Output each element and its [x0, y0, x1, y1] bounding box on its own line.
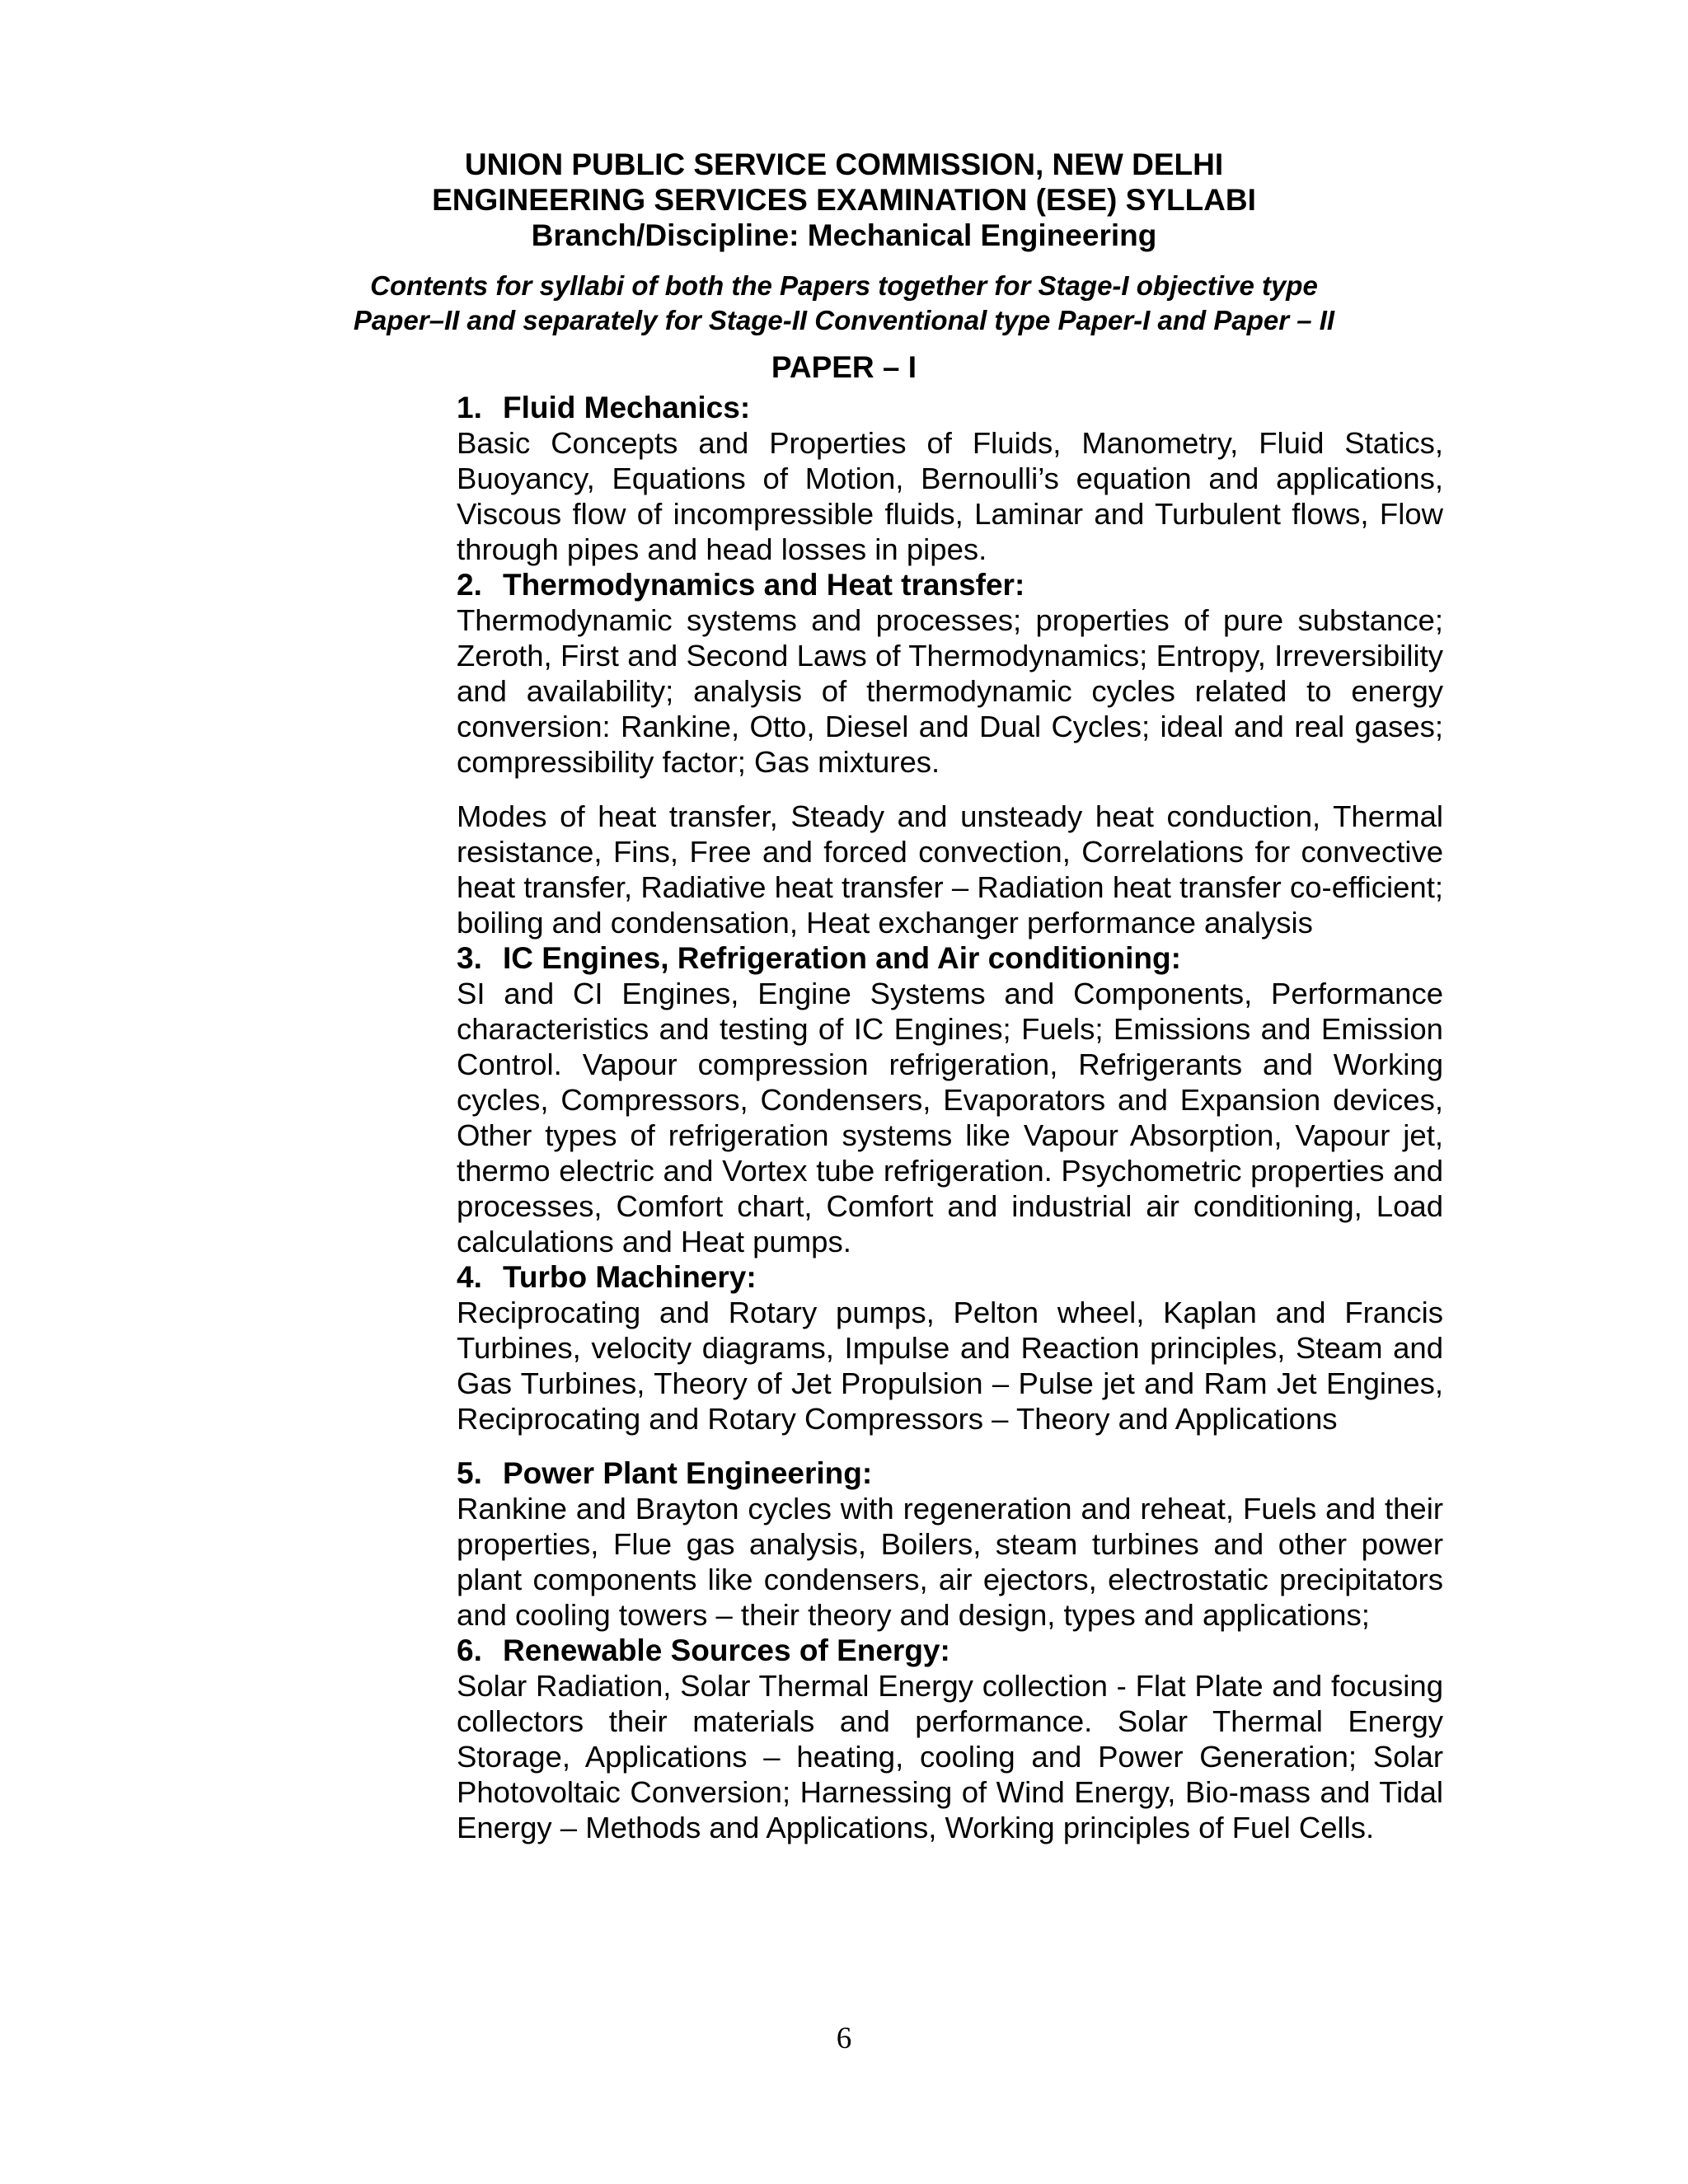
commission-title: UNION PUBLIC SERVICE COMMISSION, NEW DELHI	[464, 148, 1224, 181]
section-paragraph: Solar Radiation, Solar Thermal Energy collection - Flat Plate and focusing collectors their materials and performance. Solar Thermal Energy Storage, Applications – heating, cooling and Power Generation; Solar Photovoltaic Conversion; Harnessing of Wind Energy, Bio-mass and Tidal Energy – Methods and Applications, Working principles of Fuel Cells.	[457, 1669, 1443, 1844]
section-heading	[457, 1259, 1443, 1295]
subtitle-line-2: Paper–II and separately for Stage-II Conventional type Paper-I and Paper – II	[353, 305, 1335, 335]
section-paragraph: Reciprocating and Rotary pumps, Pelton wheel, Kaplan and Francis Turbines, velocity diagrams, Impulse and Reaction principles, Steam and Gas Turbines, Theory of Jet Propulsion – Pulse jet and Ram Jet Engines, Reciprocating and Rotary Compressors – Theory and Applications	[457, 1296, 1443, 1436]
section-title: Turbo Machinery:	[503, 1260, 757, 1294]
branch-title: Branch/Discipline: Mechanical Engineering	[531, 218, 1157, 252]
section-fluid-mechanics	[457, 390, 1443, 567]
section-paragraph: Basic Concepts and Properties of Fluids, Manometry, Fluid Statics, Buoyancy, Equations of Motion, Bernoulli’s equation and applications, Viscous flow of incompressible fluids, Laminar and Turbulent flows, Flow through pipes and head losses in pipes.	[457, 426, 1443, 566]
section-paragraph: Rankine and Brayton cycles with regeneration and reheat, Fuels and their properties, Flue gas analysis, Boilers, steam turbines and other power plant components like condensers, air ejectors, electrostatic precipitators and cooling towers – their theory and design, types and applications;	[457, 1492, 1443, 1632]
section-renewable-energy	[457, 1633, 1443, 1845]
section-number: 4.	[457, 1260, 482, 1294]
section-title: IC Engines, Refrigeration and Air conditioning:	[503, 941, 1181, 975]
section-heading	[457, 567, 1443, 602]
section-heading	[457, 940, 1443, 976]
syllabus-content	[457, 390, 1443, 1845]
section-title: Power Plant Engineering:	[503, 1456, 873, 1490]
section-title: Fluid Mechanics:	[503, 391, 751, 424]
section-paragraph: Modes of heat transfer, Steady and unsteady heat conduction, Thermal resistance, Fins, Free and forced convection, Correlations for convective heat transfer, Radiative heat transfer – Radiation heat transfer co-efficient; boiling and condensation, Heat exchanger performance analysis	[457, 799, 1443, 940]
document-subtitle	[0, 269, 1688, 338]
subtitle-line-1: Contents for syllabi of both the Papers together for Stage-I objective type	[370, 270, 1318, 301]
paper-title: PAPER – I	[771, 350, 917, 384]
section-number: 2.	[457, 568, 482, 602]
section-power-plant	[457, 1455, 1443, 1633]
section-heading	[457, 390, 1443, 425]
section-paragraph: SI and CI Engines, Engine Systems and Components, Performance characteristics and testing of IC Engines; Fuels; Emissions and Emission Control. Vapour compression refrigeration, Refrigerants and Working cycles, Compressors, Condensers, Evaporators and Expansion devices, Other types of refrigeration systems like Vapour Absorption, Vapour jet, thermo electric and Vortex tube refrigeration. Psychometric properties and processes, Comfort chart, Comfort and industrial air conditioning, Load calculations and Heat pumps.	[457, 977, 1443, 1258]
section-number: 6.	[457, 1633, 482, 1667]
section-turbo-machinery	[457, 1259, 1443, 1436]
document-header	[0, 147, 1688, 253]
section-heading	[457, 1633, 1443, 1668]
section-heading	[457, 1455, 1443, 1491]
section-number: 3.	[457, 941, 482, 975]
section-title: Thermodynamics and Heat transfer:	[503, 568, 1025, 602]
section-thermodynamics	[457, 567, 1443, 940]
page-number: 6	[836, 2022, 852, 2055]
section-title: Renewable Sources of Energy:	[503, 1633, 950, 1667]
section-number: 5.	[457, 1456, 482, 1490]
section-ic-engines	[457, 940, 1443, 1259]
exam-title: ENGINEERING SERVICES EXAMINATION (ESE) SYLLABI	[432, 183, 1256, 217]
section-paragraph: Thermodynamic systems and processes; properties of pure substance; Zeroth, First and Second Laws of Thermodynamics; Entropy, Irreversibility and availability; analysis of thermodynamic cycles related to energy conversion: Rankine, Otto, Diesel and Dual Cycles; ideal and real gases; compressibility factor; Gas mixtures.	[457, 603, 1443, 779]
section-number: 1.	[457, 391, 482, 424]
